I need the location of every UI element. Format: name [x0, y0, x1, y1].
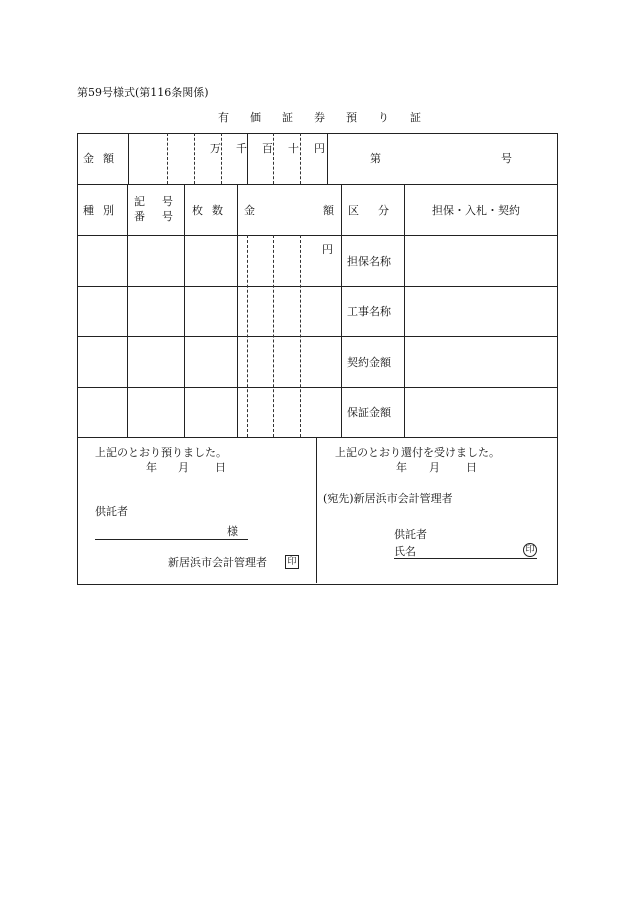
right-name-label: 氏名: [394, 545, 416, 558]
left-day: 日: [215, 461, 226, 474]
unit-juu: 十: [288, 142, 299, 155]
digit-divider: [247, 235, 248, 437]
signature-divider: [316, 437, 317, 583]
digit-divider: [300, 235, 301, 437]
left-manager: 新居浜市会計管理者: [168, 556, 267, 569]
unit-hyaku: 百: [262, 142, 273, 155]
signer-name-line: [394, 558, 537, 559]
header-type: 種別: [83, 204, 123, 217]
right-year: 年: [396, 461, 407, 474]
receipt-number-suffix: 号: [501, 152, 512, 165]
row-divider: [77, 387, 557, 388]
label-collateral-name: 担保名称: [347, 255, 391, 268]
right-addressee: (宛先)新居浜市会計管理者: [323, 492, 453, 505]
row-divider: [77, 336, 557, 337]
header-category-value: 担保・入札・契約: [432, 204, 520, 217]
row-divider: [77, 286, 557, 287]
right-month: 月: [429, 461, 440, 474]
row-divider: [77, 184, 557, 185]
left-statement: 上記のとおり預りました。: [95, 446, 227, 459]
column-divider: [127, 184, 128, 437]
header-amount-left: 金: [244, 204, 255, 217]
label-guarantee-amount: 保証金額: [347, 406, 391, 419]
column-divider: [237, 184, 238, 437]
column-divider: [184, 184, 185, 437]
digit-divider: [221, 133, 222, 184]
column-divider: [341, 184, 342, 437]
right-day: 日: [466, 461, 477, 474]
unit-sen: 千: [236, 142, 247, 155]
column-divider: [404, 184, 405, 437]
document-title: 有価証券預り証: [218, 111, 442, 124]
seal-stamp-square: 印: [285, 555, 299, 569]
right-depositor-label: 供託者: [394, 528, 427, 541]
header-code-top: 記 号: [134, 195, 176, 208]
digit-divider: [273, 133, 274, 184]
digit-divider: [194, 133, 195, 184]
header-code-bottom: 番 号: [134, 210, 176, 223]
depositor-name-line: [95, 539, 248, 540]
left-depositor-label: 供託者: [95, 505, 128, 518]
column-divider: [327, 133, 328, 184]
digit-divider: [247, 133, 248, 184]
unit-en: 円: [314, 142, 325, 155]
label-project-name: 工事名称: [347, 305, 391, 318]
row-divider: [77, 437, 557, 438]
digit-divider: [273, 235, 274, 437]
label-contract-amount: 契約金額: [347, 356, 391, 369]
digit-divider: [300, 133, 301, 184]
seal-stamp-round: 印: [523, 543, 537, 557]
header-count: 枚数: [192, 204, 232, 217]
receipt-number-prefix: 第: [370, 152, 381, 165]
unit-man: 万: [210, 142, 221, 155]
header-category: 区分: [348, 204, 408, 217]
left-year: 年: [146, 461, 157, 474]
column-divider: [128, 133, 129, 184]
honorific-sama: 様: [227, 525, 238, 538]
digit-divider: [167, 133, 168, 184]
form-number-header: 第59号様式(第116条関係): [77, 86, 209, 99]
header-amount-right: 額: [323, 204, 334, 217]
yen-mark: 円: [322, 243, 333, 256]
amount-label: 金額: [83, 152, 123, 165]
left-month: 月: [178, 461, 189, 474]
row-divider: [77, 235, 557, 236]
right-statement: 上記のとおり還付を受けました。: [335, 446, 500, 459]
